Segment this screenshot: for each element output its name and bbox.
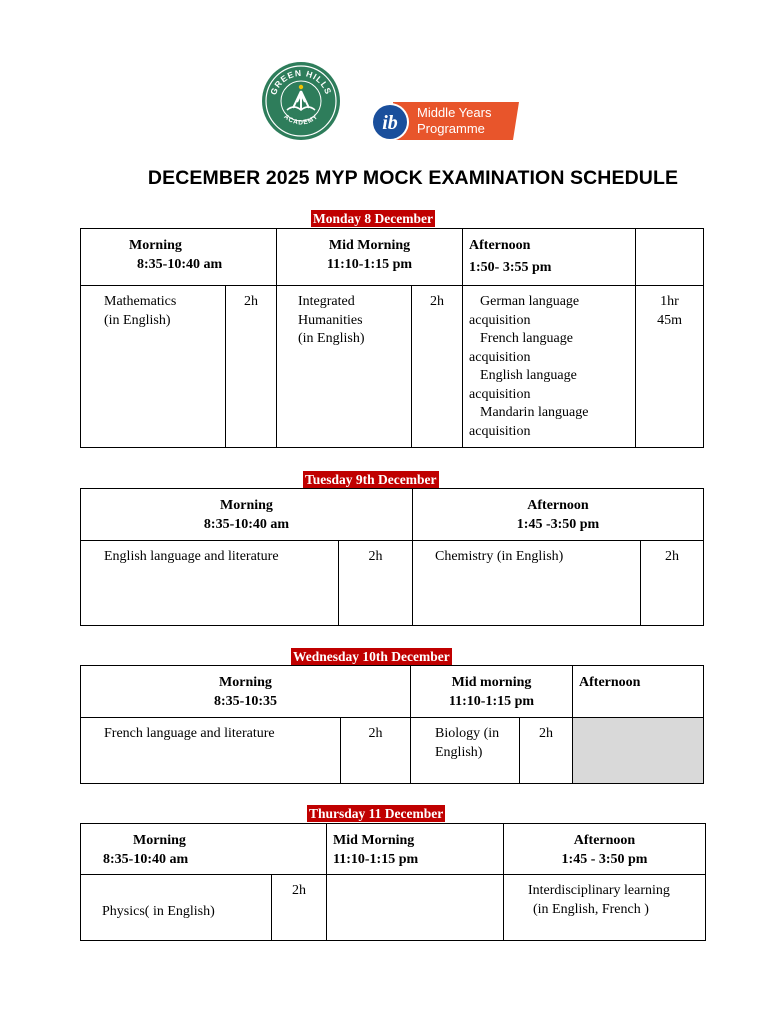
session-time: 1:50- 3:55 pm — [469, 259, 552, 275]
wednesday-morning-header — [81, 666, 411, 718]
subject-line: Mandarin language — [480, 405, 589, 420]
subject-line: acquisition — [469, 349, 531, 365]
session-time: 11:10-1:15 pm — [326, 256, 413, 272]
tuesday-afternoon-subject: Chemistry (in English) — [413, 541, 641, 626]
tuesday-afternoon-header — [413, 489, 704, 541]
session-name: Afternoon — [527, 498, 589, 513]
thursday-table — [80, 823, 706, 941]
subject-line: acquisition — [469, 312, 531, 328]
subject-line: French language — [480, 331, 573, 346]
school-logo — [253, 58, 349, 142]
session-name: Afternoon — [579, 675, 641, 690]
session-time: 1:45 -3:50 pm — [516, 516, 600, 532]
thursday-afternoon-subject — [504, 875, 706, 941]
session-time: 8:35-10:35 — [214, 693, 277, 709]
subject-line: German language — [480, 294, 580, 309]
monday-morning-header — [81, 229, 277, 286]
day-label-thursday: Thursday 11 December — [309, 806, 444, 821]
subject-line: acquisition — [469, 386, 531, 402]
session-name: Mid Morning — [333, 833, 415, 848]
subject-line: Humanities — [298, 312, 363, 328]
monday-midmorning-header — [277, 229, 463, 286]
monday-midmorning-subject — [277, 286, 412, 448]
thursday-morning-header — [81, 824, 327, 875]
session-time: 8:35-10:40 am — [103, 851, 189, 867]
session-time: 11:10-1:15 pm — [333, 851, 419, 867]
subject-line: (in English, French ) — [533, 901, 649, 917]
subject-line: acquisition — [469, 423, 531, 439]
subject-line: English language — [480, 368, 577, 383]
wednesday-table — [80, 665, 704, 784]
monday-table — [80, 228, 704, 448]
thursday-midmorning-header — [327, 824, 504, 875]
thursday-morning-duration: 2h — [272, 875, 327, 941]
subject-line: (in English) — [298, 331, 365, 346]
wednesday-midmorning-subject — [411, 718, 520, 784]
thursday-afternoon-header — [504, 824, 706, 875]
subject-line: Interdisciplinary learning — [528, 883, 670, 898]
subject-line: Integrated — [298, 294, 355, 309]
wednesday-midmorning-header — [411, 666, 573, 718]
wednesday-morning-duration: 2h — [341, 718, 411, 784]
session-time: 11:10-1:15 pm — [448, 693, 535, 709]
session-name: Morning — [133, 833, 186, 848]
day-label-monday: Monday 8 December — [313, 211, 433, 226]
session-time: 8:35-10:40 am — [203, 516, 290, 532]
page-title: DECEMBER 2025 MYP MOCK EXAMINATION SCHEDULE — [147, 167, 679, 189]
subject-line: (in English) — [104, 312, 171, 328]
tuesday-morning-duration: 2h — [339, 541, 413, 626]
monday-afternoon-subjects — [463, 286, 636, 448]
monday-morning-subject — [81, 286, 226, 448]
session-name: Morning — [219, 675, 272, 690]
wednesday-morning-subject: French language and literature — [81, 718, 341, 784]
subject-line: Biology (in — [435, 726, 500, 741]
subject-line: English) — [435, 744, 483, 760]
session-name: Afternoon — [573, 833, 636, 848]
monday-midmorning-duration: 2h — [412, 286, 463, 448]
monday-morning-duration: 2h — [226, 286, 277, 448]
day-label-tuesday: Tuesday 9th December — [305, 472, 437, 487]
session-time: 8:35-10:40 am — [137, 256, 223, 272]
thursday-midmorning-empty — [327, 875, 504, 941]
ib-line1: Middle Years — [417, 105, 492, 120]
monday-afternoon-duration: 1hr 45m — [636, 286, 704, 448]
session-name: Morning — [129, 238, 182, 253]
session-name: Afternoon — [469, 238, 531, 253]
tuesday-morning-subject: English language and literature — [81, 541, 339, 626]
session-name: Morning — [220, 498, 273, 513]
session-time: 1:45 - 3:50 pm — [561, 851, 648, 867]
session-name: Mid Morning — [328, 238, 411, 253]
day-label-wednesday: Wednesday 10th December — [293, 649, 450, 664]
wednesday-afternoon-header — [573, 666, 704, 718]
ib-line2: Programme — [417, 121, 485, 136]
ib-myp-logo — [369, 98, 523, 144]
tuesday-table — [80, 488, 704, 626]
session-name: Mid morning — [451, 675, 532, 690]
tuesday-morning-header — [81, 489, 413, 541]
tuesday-afternoon-duration: 2h — [641, 541, 704, 626]
subject-line: Mathematics — [104, 294, 177, 309]
logo-arc-top: GREEN HILLS — [268, 67, 334, 97]
svg-text:ib: ib — [382, 112, 398, 134]
thursday-morning-subject: Physics( in English) — [81, 875, 272, 941]
wednesday-midmorning-duration: 2h — [520, 718, 573, 784]
wednesday-afternoon-empty — [573, 718, 704, 784]
monday-afternoon-header — [463, 229, 636, 286]
logo-arc-bottom: ACADEMY — [282, 113, 320, 127]
monday-header-empty — [636, 229, 704, 286]
